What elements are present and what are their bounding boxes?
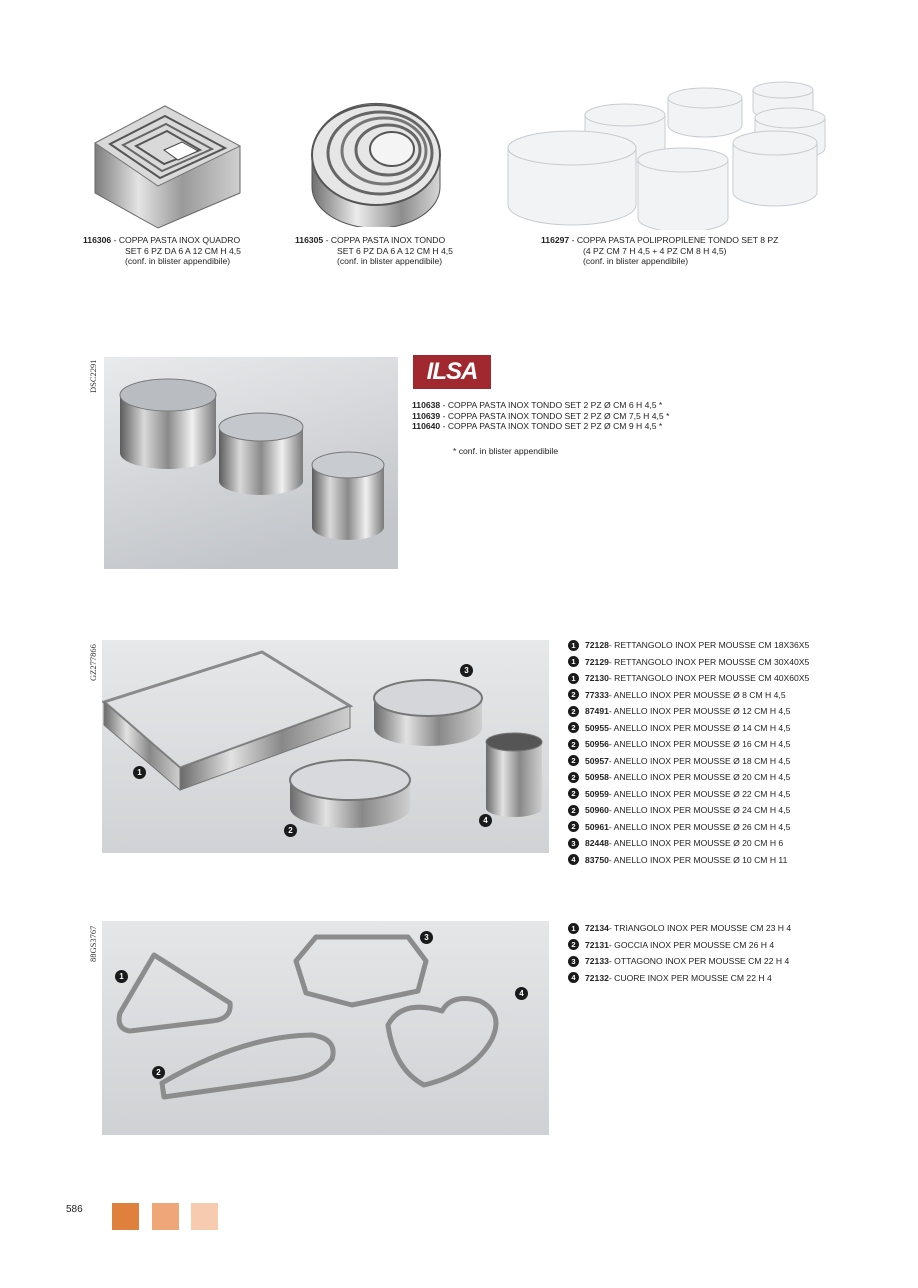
product-code: 72131	[585, 939, 609, 950]
number-badge: 4	[568, 972, 579, 983]
number-badge: 2	[568, 722, 579, 733]
number-badge: 1	[568, 673, 579, 684]
product-description: - GOCCIA INOX PER MOUSSE CM 26 H 4	[608, 939, 775, 950]
product-code: 72132	[585, 972, 609, 983]
product-description: - ANELLO INOX PER MOUSSE Ø 16 CM H 4,5	[608, 739, 791, 750]
list-item	[568, 670, 809, 687]
number-badge: 2	[568, 706, 579, 717]
product-image-plastic-cutters	[505, 80, 830, 230]
product-description: (4 PZ CM 7 H 4,5 + 4 PZ CM 8 H 4,5)	[583, 245, 727, 256]
color-swatch	[152, 1203, 179, 1230]
product-description: - ANELLO INOX PER MOUSSE Ø 20 CM H 6	[608, 838, 784, 849]
mousse-product-list	[568, 637, 809, 868]
product-description: - ANELLO INOX PER MOUSSE Ø 18 CM H 4,5	[608, 755, 791, 766]
photo-badge: 1	[115, 970, 128, 983]
number-badge: 2	[568, 788, 579, 799]
product-code: 50955	[585, 722, 609, 733]
number-badge: 1	[568, 923, 579, 934]
ilsa-product-list	[412, 400, 669, 432]
product-description: - ANELLO INOX PER MOUSSE Ø 20 CM H 4,5	[608, 772, 791, 783]
list-item	[568, 819, 809, 836]
list-item	[568, 687, 809, 704]
product-description: - CUORE INOX PER MOUSSE CM 22 H 4	[608, 972, 772, 983]
product-description: - OTTAGONO INOX PER MOUSSE CM 22 H 4	[608, 956, 790, 967]
list-item	[568, 937, 791, 954]
number-badge: 3	[568, 838, 579, 849]
page-number: 586	[66, 1204, 83, 1215]
product-caption	[295, 235, 453, 267]
product-description: - RETTANGOLO INOX PER MOUSSE CM 30X40X5	[608, 656, 810, 667]
logo-text: ILSA	[426, 358, 478, 385]
product-description: - ANELLO INOX PER MOUSSE Ø 22 CM H 4,5	[608, 788, 791, 799]
product-code: 72128	[585, 640, 609, 651]
list-item	[568, 920, 791, 937]
number-badge: 2	[568, 689, 579, 700]
photo-badge: 4	[515, 987, 528, 1000]
number-badge: 1	[568, 640, 579, 651]
list-item	[568, 802, 809, 819]
product-code: 50957	[585, 755, 609, 766]
blister-note: * conf. in blister appendibile	[453, 446, 559, 456]
product-description: - ANELLO INOX PER MOUSSE Ø 26 CM H 4,5	[608, 821, 791, 832]
number-badge: 2	[568, 939, 579, 950]
color-swatch	[191, 1203, 218, 1230]
photo-code: DSC2291	[88, 359, 98, 393]
photo-badge: 3	[420, 931, 433, 944]
product-code: 82448	[585, 838, 609, 849]
product-description: - COPPA PASTA INOX TONDO	[323, 235, 446, 245]
photo-badge: 3	[460, 664, 473, 677]
product-code: 50960	[585, 805, 609, 816]
product-note: (conf. in blister appendibile)	[337, 256, 443, 267]
product-code: 110639	[412, 410, 441, 421]
photo-badge: 1	[133, 766, 146, 779]
product-note: (conf. in blister appendibile)	[583, 256, 689, 267]
product-code: 87491	[585, 706, 609, 717]
list-item	[568, 703, 809, 720]
product-note: (conf. in blister appendibile)	[125, 256, 231, 267]
list-item	[568, 852, 809, 869]
product-code: 116305	[295, 235, 324, 245]
list-item	[568, 970, 791, 987]
number-badge: 1	[568, 656, 579, 667]
number-badge: 2	[568, 805, 579, 816]
photo-code: 88GS3767	[88, 925, 98, 962]
product-description: - RETTANGOLO INOX PER MOUSSE CM 18X36X5	[608, 640, 810, 651]
product-code: 110640	[412, 421, 441, 432]
list-item	[568, 753, 809, 770]
photo-code: GZ277866	[88, 644, 98, 681]
product-code: 50961	[585, 821, 609, 832]
product-code: 72129	[585, 656, 609, 667]
photo-badge: 2	[284, 824, 297, 837]
product-code: 72134	[585, 923, 609, 934]
product-description: - ANELLO INOX PER MOUSSE Ø 10 CM H 11	[608, 854, 788, 865]
product-image-mousse-rings	[102, 640, 549, 853]
product-caption	[83, 235, 241, 267]
list-item	[568, 786, 809, 803]
number-badge: 2	[568, 772, 579, 783]
product-code: 116306	[83, 235, 112, 245]
list-item	[568, 769, 809, 786]
product-description: - COPPA PASTA INOX TONDO SET 2 PZ Ø CM 9 H 4,5 *	[440, 421, 663, 432]
product-code: 110638	[412, 400, 441, 410]
product-code: 83750	[585, 854, 609, 865]
photo-badge: 4	[479, 814, 492, 827]
product-code: 50958	[585, 772, 609, 783]
number-badge: 2	[568, 821, 579, 832]
list-item	[568, 637, 809, 654]
product-description: - TRIANGOLO INOX PER MOUSSE CM 23 H 4	[608, 923, 792, 934]
product-description: - COPPA PASTA POLIPROPILENE TONDO SET 8 PZ	[569, 235, 779, 245]
product-description: SET 6 PZ DA 6 A 12 CM H 4,5	[125, 245, 241, 256]
list-item	[568, 720, 809, 737]
product-code: 72133	[585, 956, 609, 967]
photo-badge: 2	[152, 1066, 165, 1079]
product-description: - RETTANGOLO INOX PER MOUSSE CM 40X60X5	[608, 673, 810, 684]
product-code: 77333	[585, 689, 609, 700]
product-caption	[541, 235, 778, 267]
list-item	[568, 736, 809, 753]
product-description: - COPPA PASTA INOX QUADRO	[111, 235, 241, 245]
product-code: 72130	[585, 673, 609, 684]
color-swatch	[112, 1203, 139, 1230]
number-badge: 2	[568, 739, 579, 750]
product-description: - ANELLO INOX PER MOUSSE Ø 14 CM H 4,5	[608, 722, 791, 733]
product-description: - ANELLO INOX PER MOUSSE Ø 24 CM H 4,5	[608, 805, 791, 816]
product-description: - COPPA PASTA INOX TONDO SET 2 PZ Ø CM 7,5 H 4,5 *	[440, 410, 670, 421]
product-image-ilsa-rings	[104, 357, 398, 569]
product-description: - ANELLO INOX PER MOUSSE Ø 12 CM H 4,5	[608, 706, 791, 717]
product-image-shaped-rings	[102, 921, 549, 1135]
shapes-product-list	[568, 920, 791, 986]
product-description: - ANELLO INOX PER MOUSSE Ø 8 CM H 4,5	[608, 689, 786, 700]
list-item	[568, 953, 791, 970]
product-image-round-cutters	[308, 95, 448, 227]
product-image-square-cutters	[90, 98, 250, 230]
number-badge: 2	[568, 755, 579, 766]
product-description: SET 6 PZ DA 6 A 12 CM H 4,5	[337, 245, 453, 256]
list-item	[568, 654, 809, 671]
product-code: 50956	[585, 739, 609, 750]
product-code: 50959	[585, 788, 609, 799]
product-code: 116297	[541, 235, 570, 245]
number-badge: 3	[568, 956, 579, 967]
list-item	[568, 835, 809, 852]
ilsa-logo	[413, 355, 491, 389]
product-description: - COPPA PASTA INOX TONDO SET 2 PZ Ø CM 6 H 4,5 *	[440, 400, 663, 410]
number-badge: 4	[568, 854, 579, 865]
